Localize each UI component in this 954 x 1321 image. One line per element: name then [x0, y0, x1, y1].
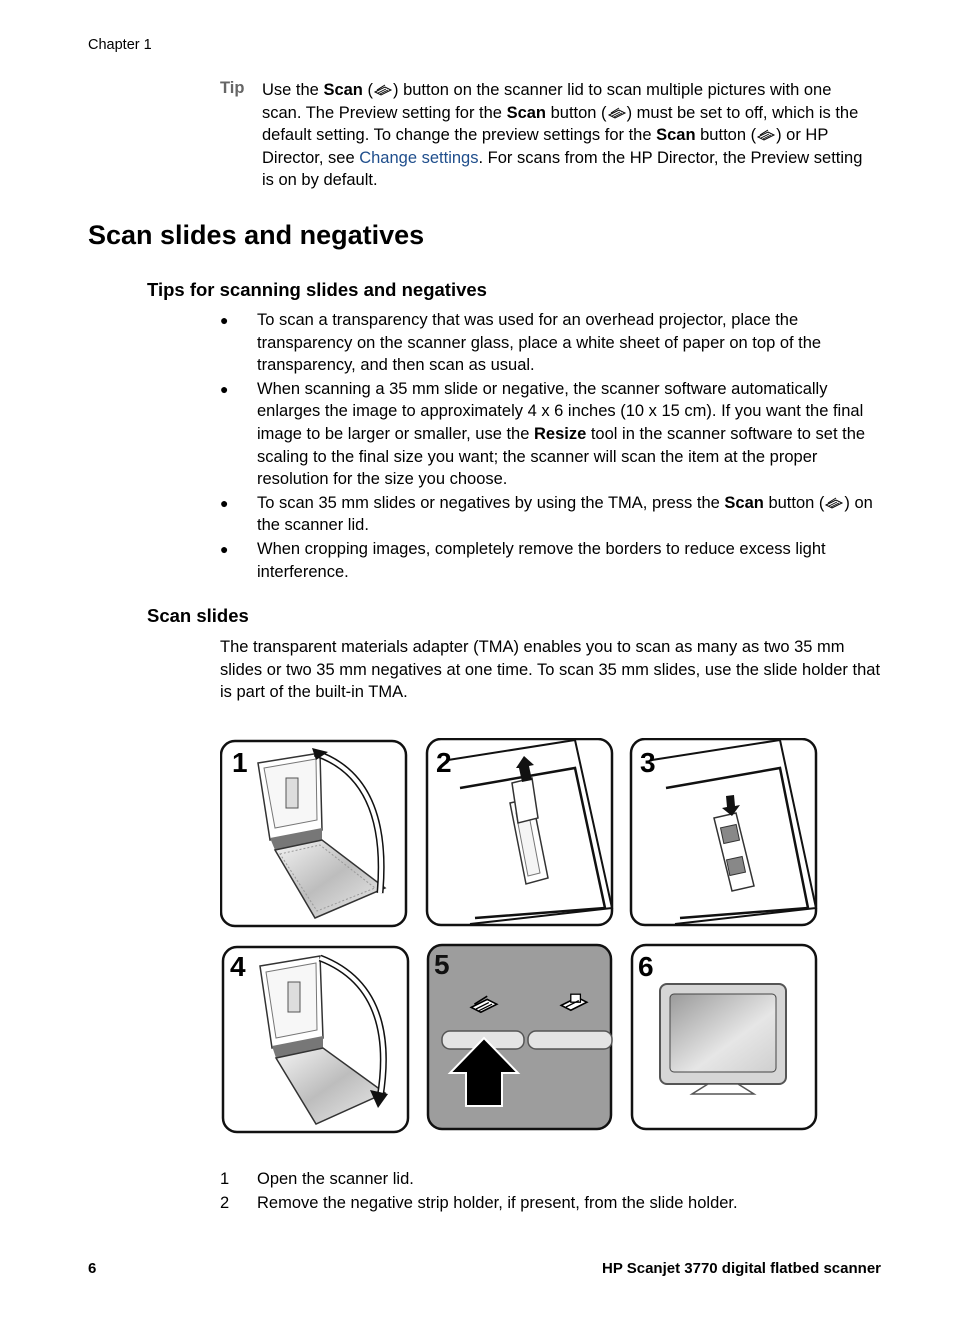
tip-block: [220, 79, 870, 192]
list-item: ● To scan a transparency that was used for an overhead projector, place the transparency on the scanner glass, place a white sheet of paper on top of the transparency, and then scan as usual.: [220, 311, 822, 375]
scan-icon: [607, 106, 627, 120]
scanner-steps-figure: [220, 738, 820, 1134]
panel-3: [631, 739, 816, 925]
list-item: ● To scan 35 mm slides or negatives by using the TMA, press the Scan button ( ) on the scanner lid.: [220, 493, 873, 535]
scan-icon: [756, 128, 776, 142]
panel-number-1: 1: [232, 747, 248, 778]
product-name: HP Scanjet 3770 digital flatbed scanner: [602, 1260, 881, 1277]
tip-text: Use the Scan ( ) button on the scanner lid to scan multiple pictures with one scan. The Preview setting for the Scan button ( ) must be set to off, which is the default setting. To change the preview settings for the Scan button ( ) or HP Director, see Change settings. For scans from the HP Director, the Preview setting is on by default.: [262, 81, 863, 190]
list-item: ● When scanning a 35 mm slide or negative, the scanner software automatically enlarges the image to approximately 4 x 6 inches (10 x 15 cm). If you want the final image to be larger or smaller, use the Resize tool in the scanner software to set the scaling to the final size you want; the scanner will scan the item at the proper resolution for the size you choose.: [220, 379, 866, 489]
panel-number-2: 2: [436, 747, 452, 778]
panel-number-6: 6: [638, 951, 654, 982]
step-2: 2 Remove the negative strip holder, if present, from the slide holder.: [220, 1193, 738, 1212]
tip-label: Tip: [220, 79, 245, 97]
steps-list: [220, 1168, 888, 1215]
panel-number-3: 3: [640, 747, 656, 778]
tips-list: [220, 309, 885, 584]
chapter-label: Chapter 1: [88, 37, 152, 53]
panel-1: [221, 741, 406, 926]
panel-number-5: 5: [434, 949, 450, 980]
scan-slides-heading: Scan slides: [147, 605, 249, 626]
panel-number-4: 4: [230, 951, 246, 982]
page-number: 6: [88, 1260, 97, 1277]
scan-icon: [373, 83, 393, 97]
scan-icon: [824, 496, 844, 510]
scan-bold: Scan: [323, 81, 363, 99]
panel-4: [223, 947, 408, 1132]
tips-heading: Tips for scanning slides and negatives: [147, 279, 487, 300]
panel-5: [428, 945, 612, 1129]
section-title: Scan slides and negatives: [88, 220, 425, 250]
figure-svg: [220, 738, 820, 1134]
change-settings-link[interactable]: Change settings: [359, 148, 479, 167]
scan-slides-paragraph: The transparent materials adapter (TMA) enables you to scan as many as two 35 mm slides or two 35 mm negatives at one time. To scan 35 mm slides, use the slide holder that is part of the built-in TMA.: [220, 638, 881, 702]
step-1: 1 Open the scanner lid.: [220, 1170, 414, 1188]
panel-6: [632, 945, 816, 1129]
list-item: ● When cropping images, completely remove the borders to reduce excess light interference.: [220, 539, 826, 581]
panel-2: [427, 739, 612, 925]
